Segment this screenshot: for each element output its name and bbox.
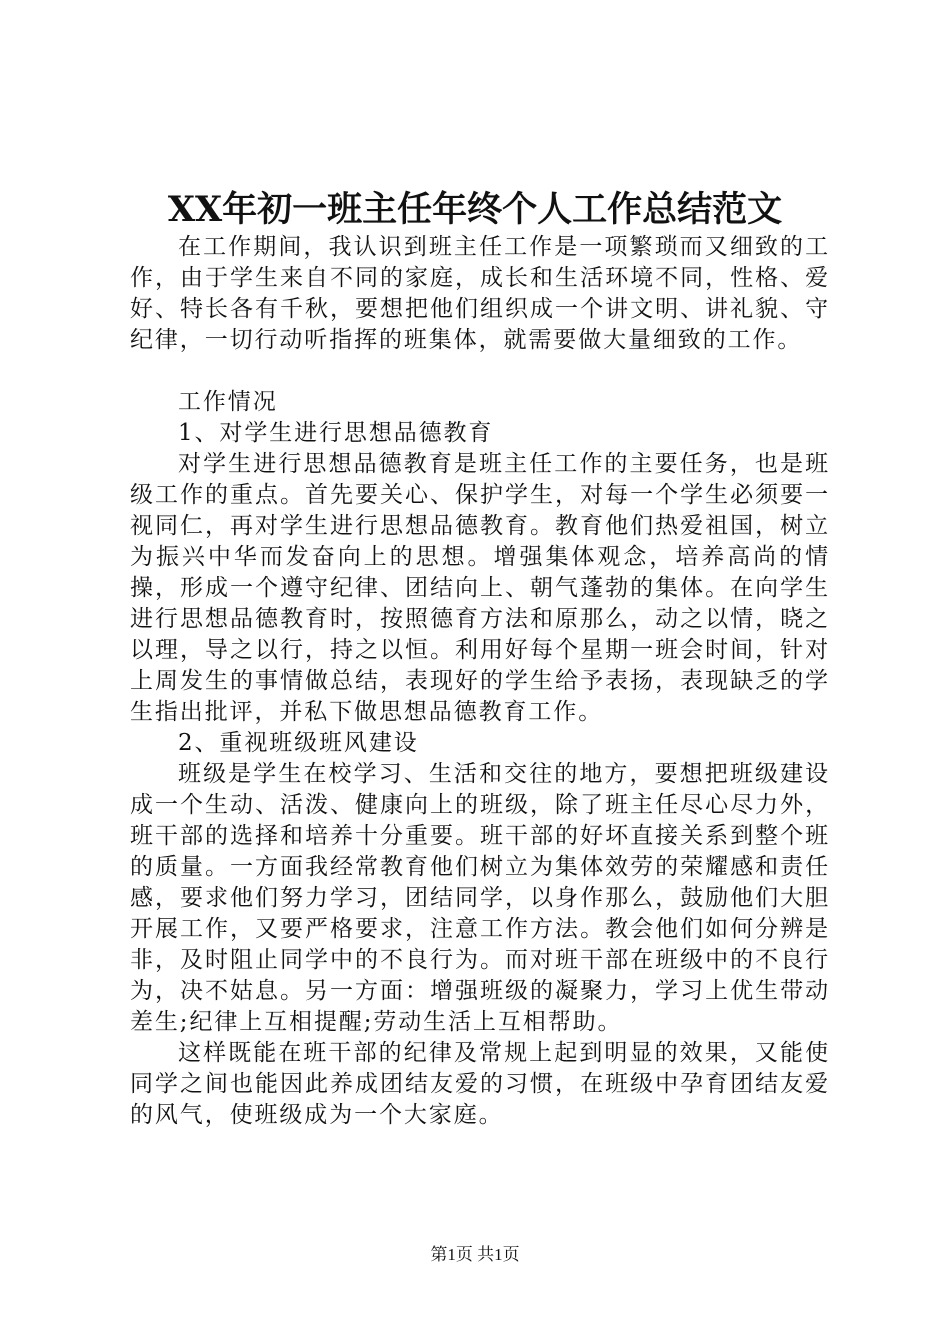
paragraph-conclusion: 这样既能在班干部的纪律及常规上起到明显的效果，又能使同学之间也能因此养成团结友爱的习惯，在班级中孕育团结友爱的风气，使班级成为一个大家庭。: [130, 1040, 830, 1128]
paragraph-intro: 在工作期间，我认识到班主任工作是一项繁琐而又细致的工作，由于学生来自不同的家庭，成长和生活环境不同，性格、爱好、特长各有千秋，要想把他们组织成一个讲文明、讲礼貌、守纪律，一切行动听指挥的班集体，就需要做大量细致的工作。: [130, 234, 830, 353]
paragraph-class-style: 班级是学生在校学习、生活和交往的地方，要想把班级建设成一个生动、活泼、健康向上的班级，除了班主任尽心尽力外，班干部的选择和培养十分重要。班干部的好坏直接关系到整个班的质量。一方面我经常教育他们树立为集体效劳的荣耀感和责任感，要求他们努力学习，团结同学，以身作那么，鼓励他们大胆开展工作，又要严格要求，注意工作方法。教会他们如何分辨是非，及时阻止同学中的不良行为。而对班干部在班级中的不良行为，决不姑息。另一方面：增强班级的凝聚力，学习上优生带动差生;纪律上互相提醒;劳动生活上互相帮助。: [130, 761, 830, 1035]
section-heading-work: 工作情况: [178, 389, 278, 415]
subheading-class-style: 2、重视班级班风建设: [178, 730, 419, 756]
paragraph-moral-education: 对学生进行思想品德教育是班主任工作的主要任务，也是班级工作的重点。首先要关心、保护学生，对每一个学生必须要一视同仁，再对学生进行思想品德教育。教育他们热爱祖国，树立为振兴中华而发奋向上的思想。增强集体观念，培养高尚的情操，形成一个遵守纪律、团结向上、朝气蓬勃的集体。在向学生进行思想品德教育时，按照德育方法和原那么，动之以情，晓之以理，导之以行，持之以恒。利用好每个星期一班会时间，针对上周发生的事情做总结，表现好的学生给予表扬，表现缺乏的学生指出批评，并私下做思想品德教育工作。: [130, 451, 830, 725]
document-body: [130, 232, 830, 1131]
subheading-moral-education: 1、对学生进行思想品德教育: [178, 420, 494, 446]
document-title: XX年初一班主任年终个人工作总结范文: [167, 189, 783, 230]
page-footer: 第1页 共1页: [430, 1245, 520, 1264]
